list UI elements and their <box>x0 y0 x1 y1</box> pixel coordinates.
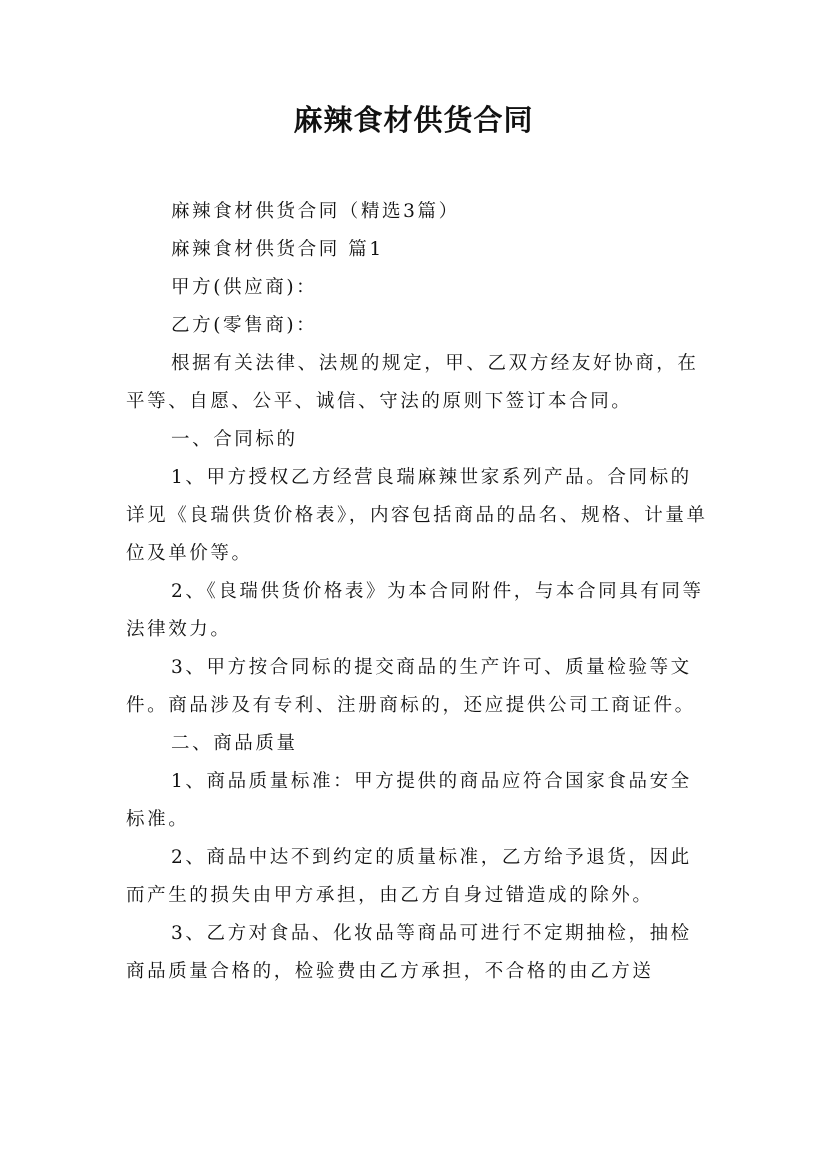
document-body <box>126 193 711 991</box>
paragraph-clause: 2、《良瑞供货价格表》为本合同附件，与本合同具有同等法律效力。 <box>126 581 704 640</box>
paragraph-subtitle: 麻辣食材供货合同（精选3篇） <box>171 201 460 222</box>
paragraph-clause: 1、商品质量标准：甲方提供的商品应符合国家食品安全标准。 <box>126 771 692 830</box>
paragraph-part-heading: 麻辣食材供货合同 篇1 <box>171 239 384 260</box>
paragraph-party-a: 甲方(供应商)： <box>171 277 318 298</box>
paragraph-clause: 1、甲方授权乙方经营良瑞麻辣世家系列产品。合同标的详见《良瑞供货价格表》，内容包括商品的品名、规格、计量单位及单价等。 <box>126 467 708 564</box>
paragraph-party-b: 乙方(零售商)： <box>171 315 318 336</box>
section-heading-quality: 二、商品质量 <box>171 733 298 754</box>
paragraph-clause: 3、甲方按合同标的提交商品的生产许可、质量检验等文件。商品涉及有专利、注册商标的，还应提供公司工商证件。 <box>126 657 696 716</box>
paragraph-clause: 2、商品中达不到约定的质量标准，乙方给予退货，因此而产生的损失由甲方承担，由乙方自身过错造成的除外。 <box>126 847 692 906</box>
paragraph-clause: 3、乙方对食品、化妆品等商品可进行不定期抽检，抽检商品质量合格的，检验费由乙方承担，不合格的由乙方送 <box>126 923 692 982</box>
section-heading-subject: 一、合同标的 <box>171 429 298 450</box>
paragraph-preamble: 根据有关法律、法规的规定，甲、乙双方经友好协商，在平等、自愿、公平、诚信、守法的原则下签订本合同。 <box>126 353 699 412</box>
document-title: 麻辣食材供货合同 <box>293 103 534 137</box>
